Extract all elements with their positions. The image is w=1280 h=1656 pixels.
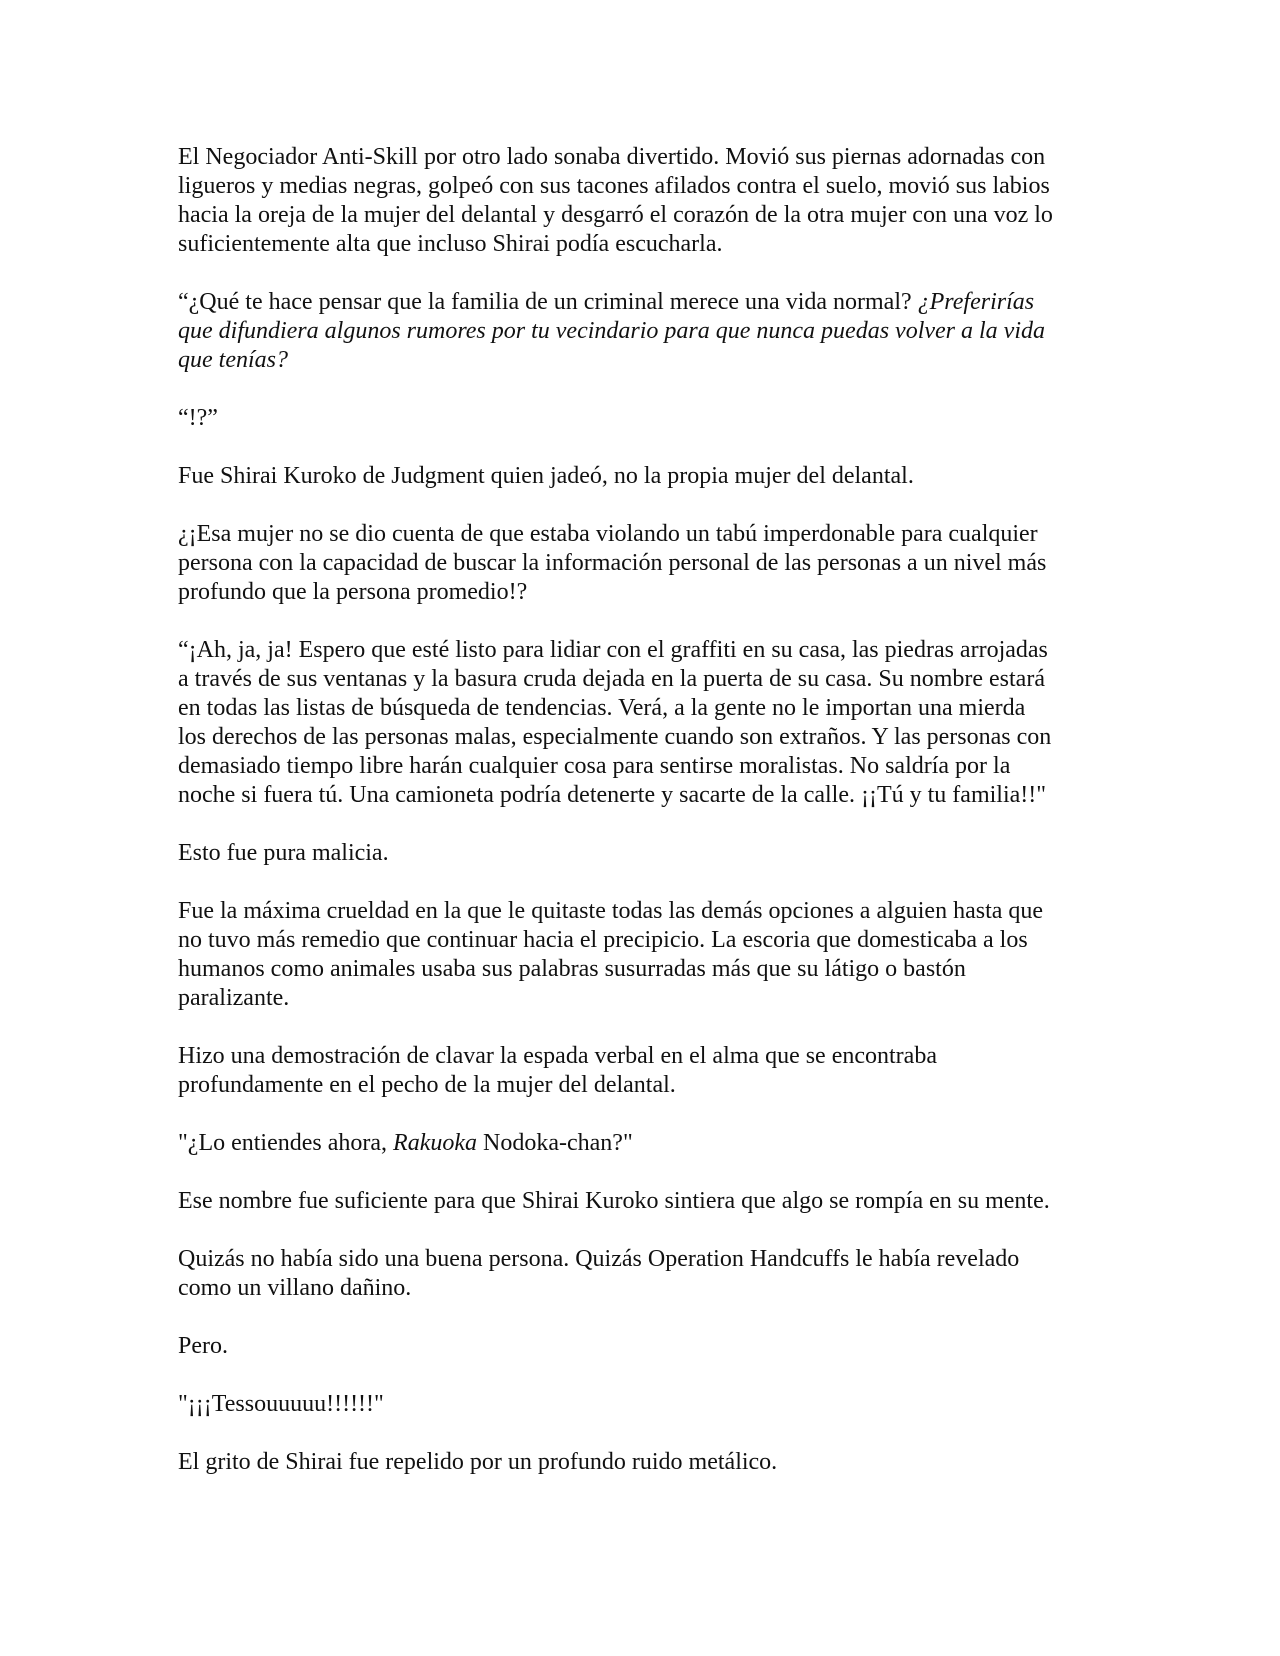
text-line: Quizás no había sido una buena persona. Quizás Operation Handcuffs le había revelado <box>178 1246 1020 1272</box>
text-line: “!?” <box>178 405 218 431</box>
text-line: no tuvo más remedio que continuar hacia el precipicio. La escoria que domesticaba a los <box>178 927 1028 953</box>
paragraph <box>178 1390 1098 1419</box>
text-line: Esto fue pura malicia. <box>178 840 389 866</box>
paragraph <box>178 1448 1098 1477</box>
italic-segment: ¿Preferirías <box>917 289 1035 315</box>
text-line <box>178 1129 1098 1158</box>
text-line: suficientemente alta que incluso Shirai podía escucharla. <box>178 231 723 257</box>
italic-line: que difundiera algunos rumores por tu vecindario para que nunca puedas volver a la vida <box>178 318 1045 344</box>
paragraph <box>178 143 1098 259</box>
text-line: humanos como animales usaba sus palabras susurradas más que su látigo o bastón <box>178 956 966 982</box>
text-line: profundo que la persona promedio!? <box>178 579 528 605</box>
text-line <box>178 288 1098 317</box>
paragraph <box>178 1245 1098 1303</box>
text-line: Hizo una demostración de clavar la espada verbal en el alma que se encontraba <box>178 1043 937 1069</box>
paragraph <box>178 520 1098 607</box>
text-line: Fue Shirai Kuroko de Judgment quien jadeó, no la propia mujer del delantal. <box>178 463 914 489</box>
text-line: en todas las listas de búsqueda de tendencias. Verá, a la gente no le importan una mierda <box>178 695 1026 721</box>
text-line: Fue la máxima crueldad en la que le quitaste todas las demás opciones a alguien hasta que <box>178 898 1044 924</box>
text-line: ligueros y medias negras, golpeó con sus tacones afilados contra el suelo, movió sus labios <box>178 173 1050 199</box>
paragraph <box>178 288 1098 375</box>
paragraph <box>178 462 1098 491</box>
paragraph <box>178 1129 1098 1158</box>
text-line: Pero. <box>178 1333 228 1359</box>
text-line: profundamente en el pecho de la mujer del delantal. <box>178 1072 676 1098</box>
text-line: El Negociador Anti-Skill por otro lado sonaba divertido. Movió sus piernas adornadas con <box>178 144 1046 170</box>
text-line: como un villano dañino. <box>178 1275 412 1301</box>
text-line: "¡¡¡Tessouuuuu!!!!!!" <box>178 1391 384 1417</box>
text-segment: "¿Lo entiendes ahora, <box>178 1130 394 1156</box>
text-line: ¿¡Esa mujer no se dio cuenta de que estaba violando un tabú imperdonable para cualquier <box>178 521 1038 547</box>
paragraph <box>178 636 1098 810</box>
text-line: demasiado tiempo libre harán cualquier cosa para sentirse moralistas. No saldría por la <box>178 753 1011 779</box>
paragraph <box>178 1042 1098 1100</box>
text-line: paralizante. <box>178 985 290 1011</box>
text-line: a través de sus ventanas y la basura cruda dejada en la puerta de su casa. Su nombre estará <box>178 666 1045 692</box>
text-line: los derechos de las personas malas, especialmente cuando son extraños. Y las personas con <box>178 724 1052 750</box>
document-page <box>178 143 1098 1506</box>
text-line: Ese nombre fue suficiente para que Shirai Kuroko sintiera que algo se rompía en su mente. <box>178 1188 1050 1214</box>
paragraph <box>178 1187 1098 1216</box>
text-line: noche si fuera tú. Una camioneta podría detenerte y sacarte de la calle. ¡¡Tú y tu familia!!" <box>178 782 1047 808</box>
paragraph <box>178 897 1098 1013</box>
text-line: persona con la capacidad de buscar la información personal de las personas a un nivel más <box>178 550 1047 576</box>
paragraph <box>178 1332 1098 1361</box>
italic-line: que tenías? <box>178 347 288 373</box>
paragraph <box>178 404 1098 433</box>
text-line: El grito de Shirai fue repelido por un profundo ruido metálico. <box>178 1449 778 1475</box>
text-line: hacia la oreja de la mujer del delantal y desgarró el corazón de la otra mujer con una voz lo <box>178 202 1053 228</box>
italic-segment: Rakuoka <box>393 1130 478 1156</box>
text-line: “¡Ah, ja, ja! Espero que esté listo para lidiar con el graffiti en su casa, las piedras arrojadas <box>178 637 1048 663</box>
paragraph <box>178 839 1098 868</box>
text-segment: “¿Qué te hace pensar que la familia de un criminal merece una vida normal? <box>178 289 918 315</box>
text-segment: Nodoka-chan?" <box>477 1130 633 1156</box>
